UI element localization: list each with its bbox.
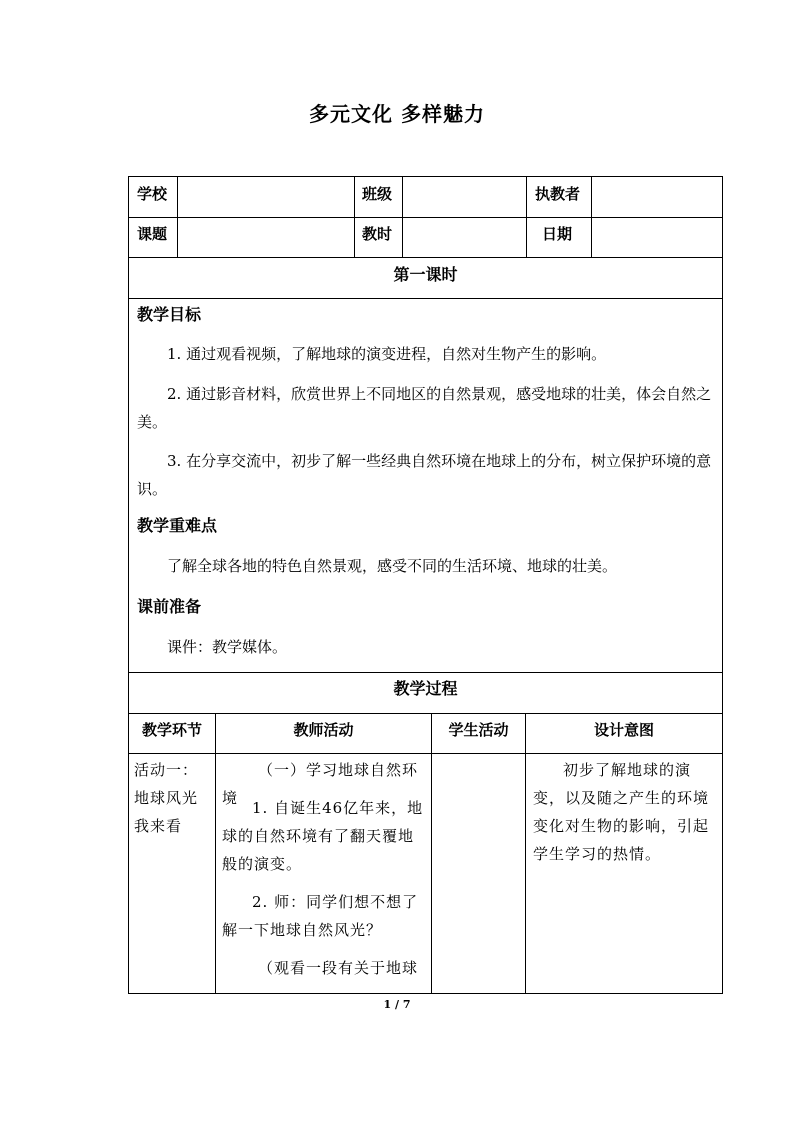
teacher-activity-line: （观看一段有关于地球 — [258, 959, 419, 977]
column-header: 教师活动 — [293, 721, 354, 739]
col-divider — [591, 177, 592, 257]
design-intent-cell: 初步了解地球的演变，以及随之产生的环境变化对生物的影响，引起学生学习的热情。 — [533, 761, 710, 863]
key-points-text: 了解全球各地的特色自然景观，感受不同的生活环境、地球的壮美。 — [167, 557, 618, 575]
row-divider — [129, 713, 722, 714]
process-heading: 教学过程 — [393, 679, 458, 698]
period-label: 教时 — [362, 225, 393, 243]
objective-item: 2. 通过影音材料，欣赏世界上不同地区的自然景观，感受地球的壮美，体会自然之美。 — [137, 385, 712, 431]
lesson-plan-table — [128, 176, 723, 994]
objective-item: 1. 通过观看视频，了解地球的演变进程，自然对生物产生的影响。 — [167, 345, 607, 363]
col-divider — [354, 177, 355, 257]
row-divider — [129, 257, 722, 258]
date-label: 日期 — [542, 225, 573, 243]
column-header: 学生活动 — [448, 721, 509, 739]
col-divider — [177, 177, 178, 257]
column-header: 设计意图 — [593, 721, 654, 739]
page-number: 1 / 7 — [383, 998, 411, 1011]
preparation-heading: 课前准备 — [137, 597, 202, 616]
col-divider — [525, 713, 526, 994]
key-points-heading: 教学重难点 — [137, 516, 218, 535]
teacher-label: 执教者 — [535, 185, 581, 203]
teacher-activity-line: （一）学习地球自然环境 — [222, 761, 419, 807]
preparation-text: 课件：教学媒体。 — [167, 638, 288, 656]
col-divider — [402, 177, 403, 257]
row-divider — [129, 672, 722, 673]
teacher-activity-line: 2. 师：同学们想不想了解一下地球自然风光？ — [222, 893, 419, 939]
row-divider — [129, 753, 722, 754]
stage-cell: 活动一：地球风光我来看 — [134, 761, 199, 835]
col-divider — [431, 713, 432, 994]
objective-item: 3. 在分享交流中，初步了解一些经典自然环境在地球上的分布，树立保护环境的意识。 — [137, 452, 712, 498]
objectives-heading: 教学目标 — [137, 305, 202, 324]
lesson-heading: 第一课时 — [393, 265, 458, 284]
teacher-activity-line: 1. 自诞生46亿年来，地球的自然环境有了翻天覆地般的演变。 — [222, 799, 424, 873]
row-divider — [129, 298, 722, 299]
page-title: 多元文化 多样魅力 — [309, 102, 485, 126]
col-divider — [215, 713, 216, 994]
school-label: 学校 — [137, 185, 168, 203]
class-label: 班级 — [362, 185, 393, 203]
topic-label: 课题 — [137, 225, 168, 243]
row-divider — [129, 217, 722, 218]
column-header: 教学环节 — [141, 721, 202, 739]
col-divider — [526, 177, 527, 257]
